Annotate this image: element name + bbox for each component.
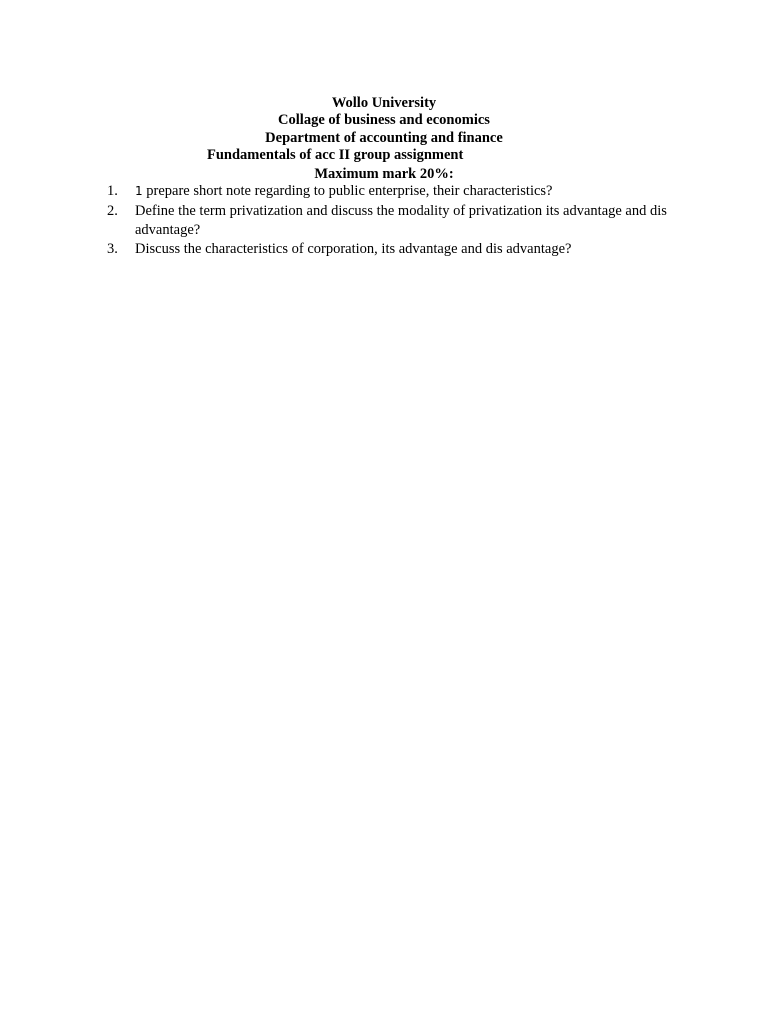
question-text: Define the term privatization and discuss the modality of privatization its advantage and dis advantage?: [135, 203, 667, 238]
question-number: 3.: [107, 241, 118, 257]
question-text: Discuss the characteristics of corporation, its advantage and dis advantage?: [135, 241, 572, 257]
question-body: prepare short note regarding to public enterprise, their characteristics?: [142, 183, 553, 199]
college-name: Collage of business and economics: [278, 112, 490, 128]
assignment-title: Fundamentals of acc II group assignment: [207, 147, 464, 163]
question-prefix: 1: [135, 184, 143, 198]
maximum-mark: Maximum mark 20%:: [314, 166, 454, 182]
university-name: Wollo University: [331, 95, 437, 111]
department-name: Department of accounting and finance: [265, 130, 503, 146]
question-text: [135, 182, 675, 201]
question-number: 1.: [107, 183, 118, 199]
question-number: 2.: [107, 203, 118, 219]
